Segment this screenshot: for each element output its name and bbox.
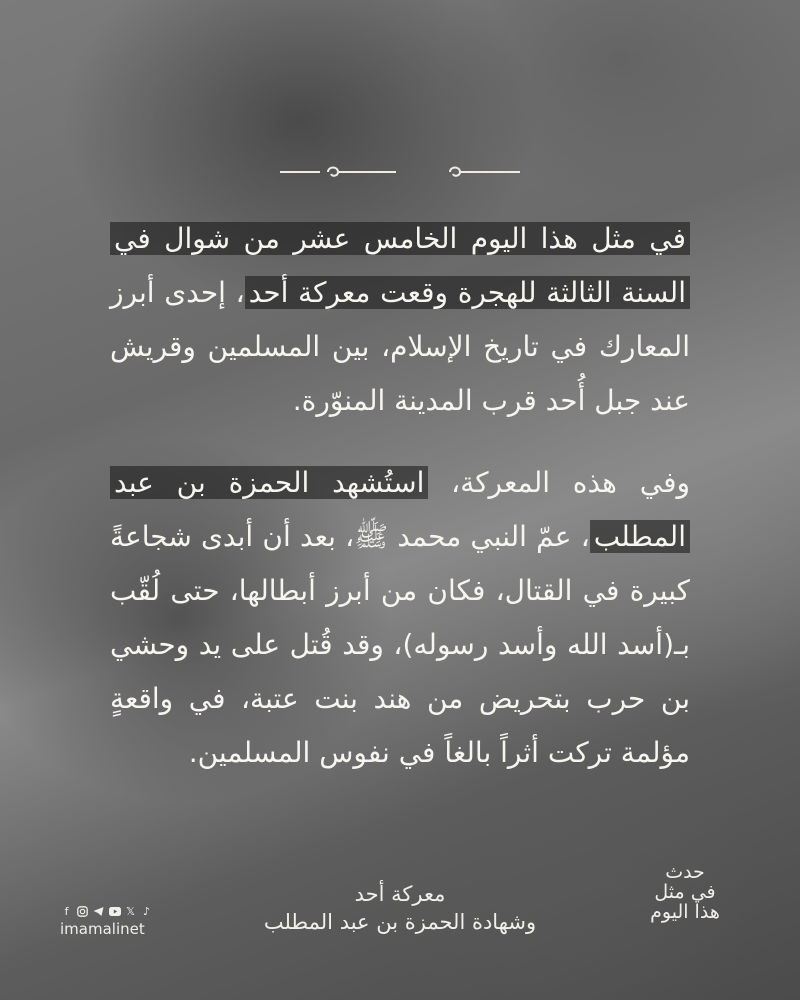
paragraph-hamza (110, 456, 690, 780)
instagram-icon[interactable] (76, 905, 89, 918)
highlighted-text: استُشهد الحمزة بن عبد المطلب (110, 466, 690, 553)
footer-title-line1: معركة أحد (354, 882, 446, 906)
paragraph-text: وفي هذه المعركة، (428, 466, 690, 499)
youtube-icon[interactable] (108, 905, 121, 918)
logo-line1: حدث (665, 861, 705, 883)
social-handle[interactable]: imamalinet (60, 920, 145, 938)
x-icon[interactable]: 𝕏 (126, 905, 135, 918)
footer-title (240, 880, 560, 936)
paragraph-text: ، عمّ النبي محمد ﷺ، بعد أن أبدى شجاعةً كبيرة في القتال، فكان من أبرز أبطالها، حتى لُقّب بـ(أسد الله وأسد رسوله)، وقد قُتل على يد وحشي بن حرب بتحريض من هند بنت عتبة، في واقعةٍ مؤلمة تركت أثراً بالغاً في نفوس المسلمين. (110, 520, 690, 769)
footer-title-line2: وشهادة الحمزة بن عبد المطلب (263, 910, 537, 934)
logo-line3: هذا اليوم (650, 901, 720, 923)
logo (640, 862, 730, 922)
paragraph-intro (110, 212, 690, 428)
ornament-divider (280, 150, 520, 190)
facebook-icon[interactable]: f (64, 905, 69, 918)
logo-line2: في مثل (654, 881, 716, 903)
tiktok-icon[interactable]: ♪ (142, 905, 151, 918)
telegram-icon[interactable] (92, 905, 105, 918)
highlighted-text: في مثل هذا اليوم الخامس عشر من شوال في السنة الثالثة للهجرة وقعت معركة أحد (110, 222, 690, 309)
social-links (60, 905, 170, 938)
paragraph-text: ، إحدى أبرز المعارك في تاريخ الإسلام، بين المسلمين وقريش عند جبل أُحد قرب المدينة المنوّرة. (110, 276, 690, 417)
